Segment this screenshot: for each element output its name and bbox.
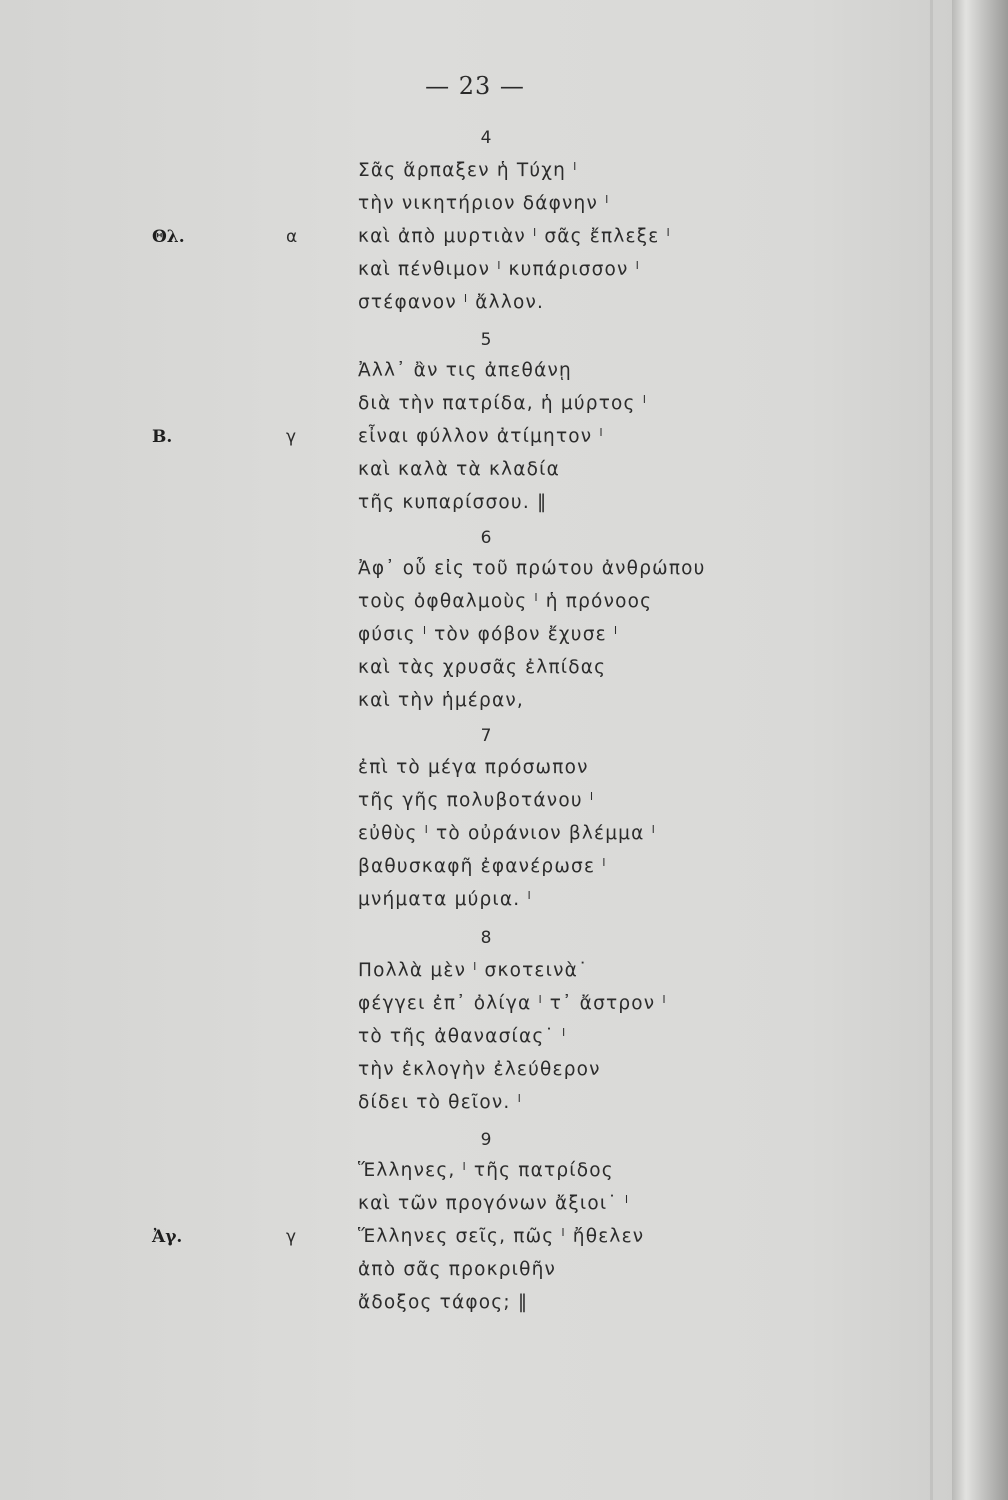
stanza-number: 5 (480, 330, 492, 350)
verse-line: στέφανον ˡ ἄλλον. (358, 292, 545, 313)
verse-line: φέγγει ἐπ᾽ ὀλίγα ˡ τ᾽ ἄστρον ˡ (358, 993, 667, 1014)
verse-line: φύσις ˡ τὸν φόβον ἔχυσε ˡ (358, 624, 619, 645)
margin-speaker: Β. (152, 427, 173, 447)
verse-line: τῆς γῆς πολυβοτάνου ˡ (358, 790, 595, 811)
stanza-number: 6 (480, 528, 492, 548)
verse-line: Ἀλλ᾽ ἂν τις ἀπεθάνῃ (358, 360, 572, 381)
verse-line: δίδει τὸ θεῖον. ˡ (358, 1092, 522, 1113)
stanza-number: 4 (480, 128, 492, 148)
margin-mode: γ (286, 427, 297, 447)
stanza-number: 8 (480, 928, 492, 948)
verse-line: καὶ πένθιμον ˡ κυπάρισσον ˡ (358, 259, 640, 280)
verse-line: Ἕλληνες σεῖς, πῶς ˡ ἤθελεν (358, 1226, 645, 1247)
verse-line: καὶ τὴν ἡμέραν, (358, 690, 524, 711)
page-number: — 23 — (425, 72, 525, 100)
stanza-number: 9 (480, 1130, 492, 1150)
verse-line: εὐθὺς ˡ τὸ οὐράνιον βλέμμα ˡ (358, 823, 656, 844)
verse-line: ἄδοξος τάφος; ‖ (358, 1292, 529, 1313)
verse-line: καὶ καλὰ τὰ κλαδία (358, 459, 560, 480)
verse-line: Ἕλληνες, ˡ τῆς πατρίδος (358, 1160, 614, 1181)
verse-line: τὸ τῆς ἀθανασίας˙ ˡ (358, 1026, 567, 1047)
margin-mode: γ (286, 1227, 297, 1247)
page-edge-shadow (930, 0, 933, 1500)
verse-line: τοὺς ὀφθαλμοὺς ˡ ἡ πρόνοος (358, 591, 653, 612)
verse-line: διὰ τὴν πατρίδα, ἡ μύρτος ˡ (358, 393, 647, 414)
margin-speaker: Θλ. (152, 227, 185, 247)
verse-line: τὴν ἐκλογὴν ἐλεύθερον (358, 1059, 601, 1080)
verse-line: Ἀφ᾽ οὗ εἰς τοῦ πρώτου ἀνθρώπου (358, 558, 706, 579)
book-binding-gutter (952, 0, 1008, 1500)
verse-line: τῆς κυπαρίσσου. ‖ (358, 492, 548, 513)
verse-line: ἀπὸ σᾶς προκριθῆν (358, 1259, 557, 1280)
verse-line: βαθυσκαφῆ ἐφανέρωσε ˡ (358, 856, 607, 877)
margin-mode: α (286, 227, 298, 247)
verse-line: ἐπὶ τὸ μέγα πρόσωπον (358, 757, 589, 778)
verse-line: Πολλὰ μὲν ˡ σκοτεινὰ˙ (358, 960, 589, 981)
verse-line: καὶ τῶν προγόνων ἄξιοι˙ ˡ (358, 1193, 630, 1214)
margin-speaker: Ἀγ. (152, 1227, 183, 1247)
stanza-number: 7 (480, 726, 492, 746)
verse-line: καὶ τὰς χρυσᾶς ἐλπίδας (358, 657, 607, 678)
verse-line: μνήματα μύρια. ˡ (358, 889, 532, 910)
verse-line: τὴν νικητήριον δάφνην ˡ (358, 193, 610, 214)
verse-line: καὶ ἀπὸ μυρτιὰν ˡ σᾶς ἔπλεξε ˡ (358, 226, 671, 247)
verse-line: Σᾶς ἅρπαξεν ἡ Τύχη ˡ (358, 160, 578, 181)
verse-line: εἶναι φύλλον ἀτίμητον ˡ (358, 426, 604, 447)
